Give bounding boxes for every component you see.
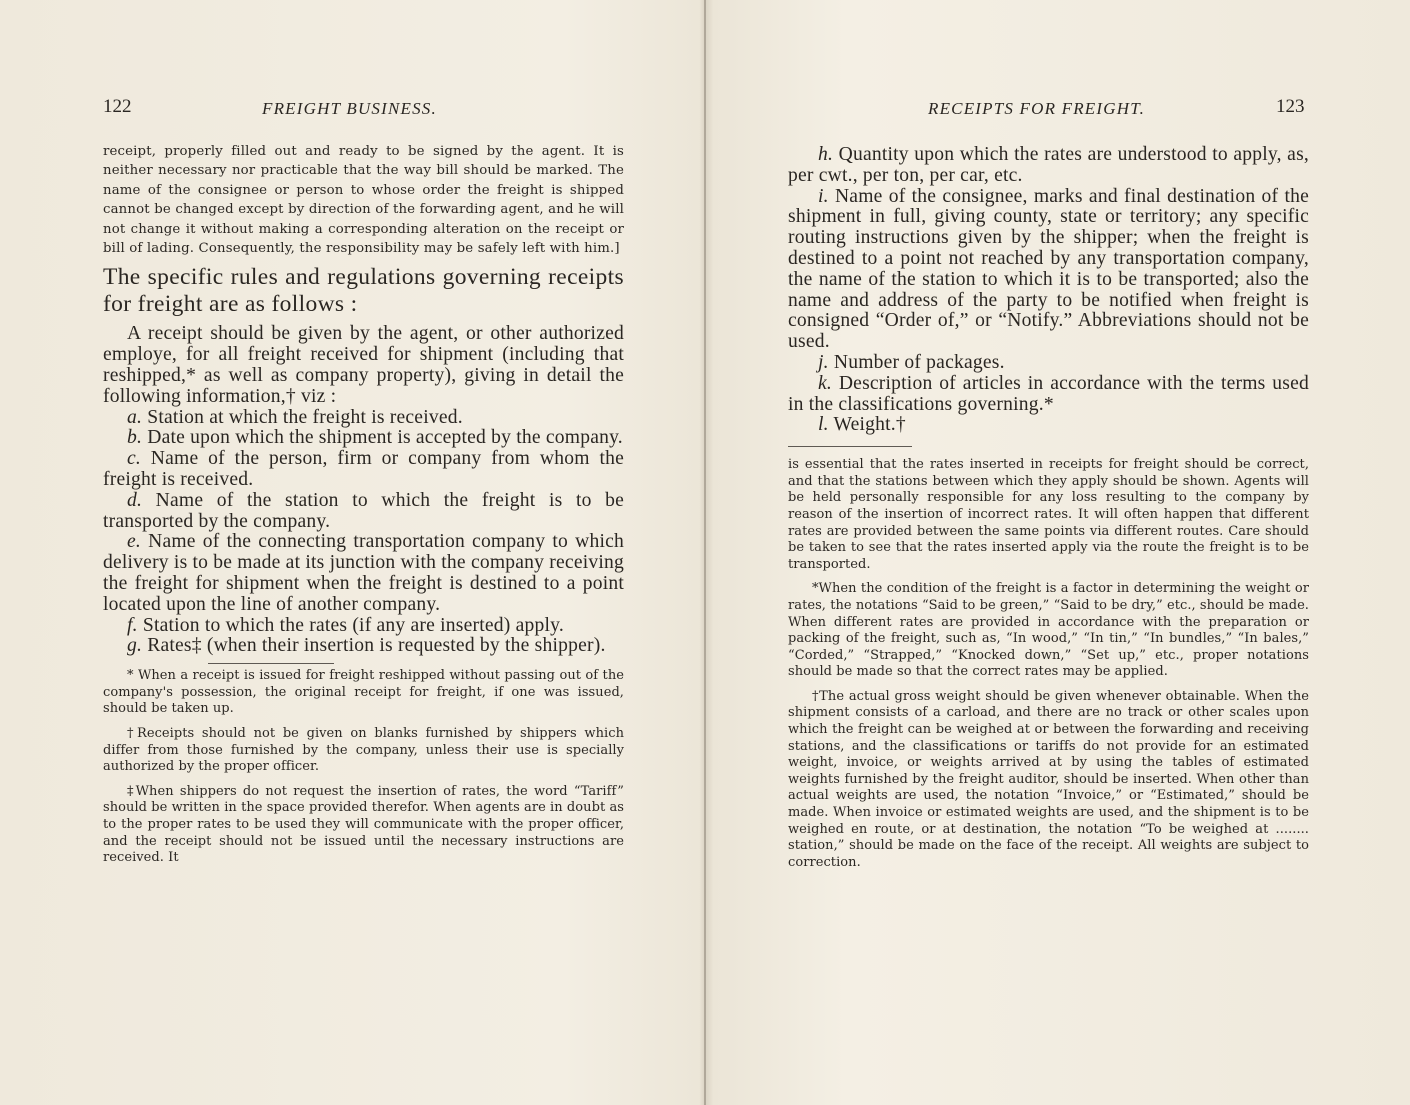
footnote-divider xyxy=(208,663,334,664)
item-text: Name of the station to which the freight is to be transported by the company. xyxy=(103,489,624,532)
rules-body xyxy=(103,324,624,657)
footnote: *When the condition of the freight is a factor in determining the weight or rates, the notations “Said to be green,” “Said to be dry,” etc., should be made. When different rates are provided in accordance with the preparation or packing of the freight, such as, “In wood,” “In tin,” “In bundles,” “In bales,” “Corded,” “Strapped,” “Knocked down,” “Set up,” etc., proper notations should be made so that the correct rates may be applied. xyxy=(788,581,1309,680)
item-text: Rates‡ (when their insertion is requested by the shipper). xyxy=(147,635,606,657)
right-page xyxy=(706,0,1410,1105)
list-item xyxy=(788,353,1309,374)
item-letter: g. xyxy=(127,635,143,657)
right-footnotes xyxy=(788,457,1309,871)
list-item xyxy=(103,636,624,657)
left-text-column xyxy=(103,142,624,867)
list-item xyxy=(788,187,1309,353)
list-item xyxy=(103,532,624,615)
footnote: is essential that the rates inserted in receipts for freight should be correct, and that the stations between which they apply should be shown. Agents will be held personally responsible for any loss resulting to the company by reason of the insertion of incorrect rates. It will often happen that different rates are provided between the same points via different routes. Care should be taken to see that the rates inserted apply via the route the freight is to be transported. xyxy=(788,457,1309,572)
item-text: Quantity upon which the rates are understood to apply, as, per cwt., per ton, per car, etc. xyxy=(788,144,1309,186)
footnote-divider xyxy=(788,446,912,447)
item-letter: a. xyxy=(127,406,143,428)
footnote: * When a receipt is issued for freight reshipped without passing out of the company's possession, the original receipt for freight, if one was issued, should be taken up. xyxy=(103,668,624,717)
item-letter: j. xyxy=(818,351,829,373)
right-text-column xyxy=(788,145,1309,871)
rules-body-continued xyxy=(788,145,1309,436)
list-item xyxy=(103,616,624,637)
list-item xyxy=(788,145,1309,187)
item-letter: d. xyxy=(127,489,143,511)
item-text: Weight.† xyxy=(833,414,906,436)
item-letter: k. xyxy=(818,372,832,394)
item-letter: b. xyxy=(127,427,143,449)
item-text: Station to which the rates (if any are inserted) apply. xyxy=(142,614,564,636)
list-item xyxy=(103,428,624,449)
list-item xyxy=(103,491,624,533)
left-footnotes xyxy=(103,668,624,867)
list-item xyxy=(788,415,1309,436)
item-text: Description of articles in accordance with the terms used in the classifications governing.* xyxy=(788,372,1309,415)
item-letter: c. xyxy=(127,448,141,470)
item-letter: i. xyxy=(818,185,829,207)
footnote: †The actual gross weight should be given whenever obtainable. When the shipment consists of a carload, and there are no track or other scales upon which the freight can be weighed at or between the forwarding and receiving stations, and the classifications or tariffs do not provide for an estimated weight, invoice, or weights arrived at by using the tables of estimated weights furnished by the freight auditor, should be inserted. When other than actual weights are used, the notation “Invoice,” or “Estimated,” should be made. When invoice or estimated weights are used, and the shipment is to be weighed en route, or at destination, the notation “To be weighed at ........ station,” should be made on the face of the receipt. All weights are subject to correction. xyxy=(788,688,1309,870)
main-paragraph: A receipt should be given by the agent, or other authorized employe, for all freight received for shipment (including that reshipped,* as well as company property), giving in detail the following information,† viz : xyxy=(103,323,624,407)
item-letter: h. xyxy=(818,144,834,165)
item-text: Name of the connecting transportation company to which delivery is to be made at its junction with the company receiving the freight for shipment when the freight is destined to a point located upon the line of another company. xyxy=(103,531,624,615)
left-running-head: FREIGHT BUSINESS. xyxy=(262,99,437,118)
list-item xyxy=(788,374,1309,416)
item-text: Date upon which the shipment is accepted by the company. xyxy=(147,427,623,449)
right-running-head: RECEIPTS FOR FREIGHT. xyxy=(928,99,1146,118)
item-text: Name of the consignee, marks and final destination of the shipment in full, giving county, state or territory; any specific routing instructions given by the shipper; when the freight is destined to a point not reached by any transportation company, the name of the station to which it is to be transported; also the name and address of the party to be notified when freight is consigned “Order of,” or “Notify.” Abbreviations should not be used. xyxy=(788,185,1309,353)
continued-paragraph: receipt, properly filled out and ready to be signed by the agent. It is neither necessary nor practicable that the way bill should be marked. The name of the consignee or person to whose order the freight is shipped cannot be changed except by direction of the forwarding agent, and he will not change it without making a corresponding alteration on the receipt or bill of lading. Consequently, the responsibility may be safely left with him.] xyxy=(103,144,624,257)
item-text: Station at which the freight is received. xyxy=(147,406,463,428)
item-letter: l. xyxy=(818,414,829,436)
right-page-number: 123 xyxy=(1276,96,1305,117)
item-text: Number of packages. xyxy=(833,351,1005,373)
item-letter: e. xyxy=(127,531,141,553)
footnote: ‡When shippers do not request the insertion of rates, the word “Tariff” should be written in the space provided therefor. When agents are in doubt as to the proper rates to be used they will communicate with the proper officer, and the receipt should not be issued until the necessary instructions are received. It xyxy=(103,783,624,866)
item-letter: f. xyxy=(127,614,138,636)
left-page xyxy=(0,0,704,1105)
rules-heading: The specific rules and regulations governing receipts for freight are as follows : xyxy=(103,264,624,318)
list-item xyxy=(103,449,624,491)
left-page-number: 122 xyxy=(103,96,132,117)
item-text: Name of the person, firm or company from whom the freight is received. xyxy=(103,448,624,491)
footnote: †Receipts should not be given on blanks furnished by shippers which differ from those furnished by the company, unless their use is specially authorized by the proper officer. xyxy=(103,725,624,775)
list-item xyxy=(103,408,624,429)
